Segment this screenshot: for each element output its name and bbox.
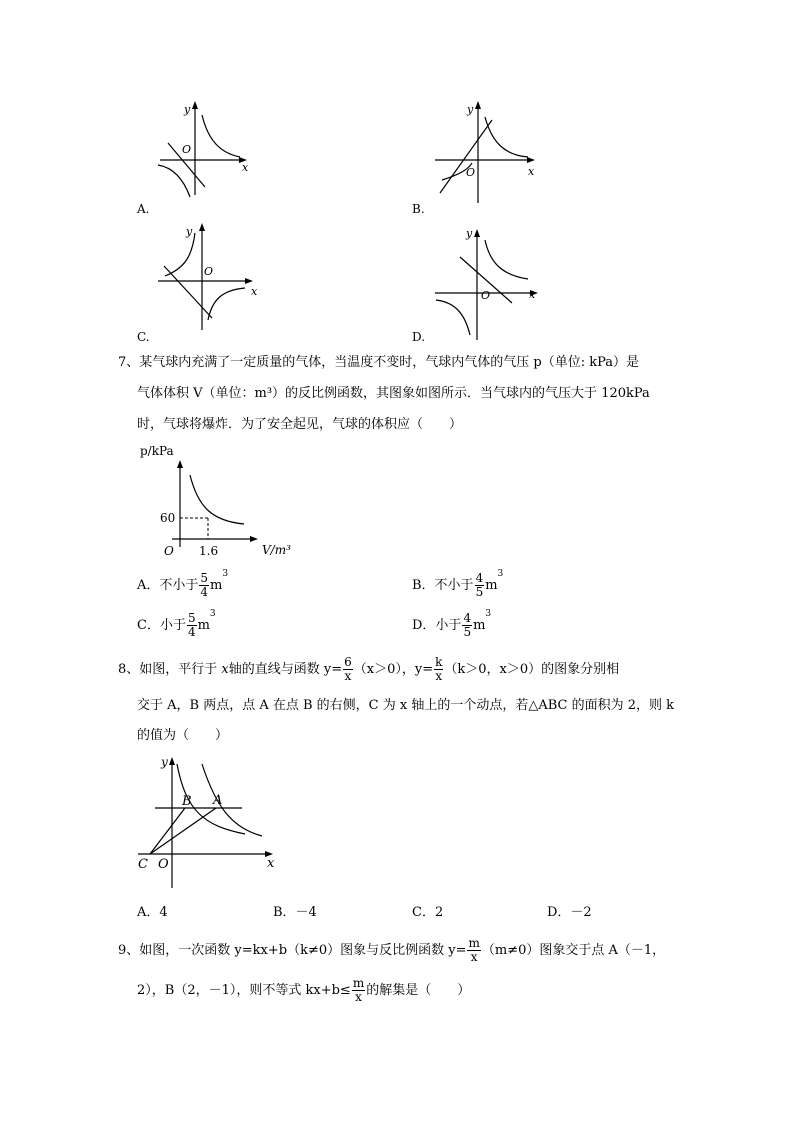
q7-graph-x-tick: 1.6 [199, 544, 219, 558]
q8-stem-line1: 8、如图，平行于 x轴的直线与函数 y= $\frac{6}{x}$ （x＞0），y= $\frac{k}{x}$ （k＞0，x＞0）的图象分别相 [118, 655, 620, 683]
q6-option-a-label: A. [137, 202, 150, 216]
q6d-axis-x: x [529, 288, 536, 301]
q8-option-c: C．2 [412, 905, 444, 920]
q6a-axis-x: x [242, 161, 249, 174]
q8-option-b: B．－4 [273, 905, 317, 920]
q9-stem-line2: 2），B（2，－1），则不等式 kx+b≤ $\frac{m}{x}$ 的解集是（ ） [137, 976, 471, 1004]
q6-graph-b [430, 95, 540, 205]
q7-graph-x-label: V/m³ [262, 543, 291, 557]
q6a-axis-y: y [184, 103, 191, 116]
q7-stem-line1: 7、某气球内充满了一定质量的气体，当温度不变时，气球内气体的气压 p（单位: kPa）是 [118, 355, 640, 370]
q8-graph-origin: O [158, 857, 169, 872]
q8-graph-y-label: y [161, 755, 168, 769]
q6c-origin: O [204, 265, 214, 278]
q7-graph-y-tick: 60 [160, 511, 176, 525]
q6-graph-a [150, 95, 260, 205]
q6-option-b-label: B. [412, 202, 425, 216]
q7-stem-line3: 时，气球将爆炸．为了安全起见，气球的体积应（ ） [137, 417, 463, 432]
q6a-origin: O [182, 143, 192, 156]
q8-stem-line2: 交于 A，B 两点，点 A 在点 B 的右侧，C 为 x 轴上的一个动点，若△ABC 的面积为 2，则 k [137, 698, 675, 713]
q7-graph-origin: O [164, 544, 174, 558]
q8-option-a: A．4 [137, 905, 168, 920]
q7-stem-line2: 气体体积 V（单位：m³）的反比例函数，其图象如图所示．当气球内的气压大于 120kPa [137, 386, 650, 401]
q6d-origin: O [481, 289, 491, 302]
q6b-axis-y: y [467, 103, 474, 116]
q6-graph-d [430, 225, 545, 340]
q7-option-d: D．小于 $\frac{4}{5}$ $m^3$ [412, 609, 492, 639]
q8-graph-point-b: B [182, 794, 192, 809]
q8-stem-line3: 的值为（ ） [137, 728, 229, 743]
q6c-axis-y: y [186, 225, 193, 238]
q6-option-c-label: C. [137, 330, 150, 344]
q6-option-d-label: D. [412, 330, 426, 344]
q6b-axis-x: x [528, 165, 535, 178]
q6c-axis-x: x [251, 285, 258, 298]
q6d-axis-y: y [466, 227, 473, 240]
q9-stem-line1: 9、如图，一次函数 y=kx+b（k≠0）图象与反比例函数 y= $\frac{m}{x}$ （m≠0）图象交于点 A（－1， [118, 936, 666, 964]
q7-option-a: A．不小于 $\frac{5}{4}$ $m^3$ [137, 569, 229, 599]
q6b-origin: O [466, 166, 476, 179]
q7-graph [150, 455, 270, 550]
q8-graph-point-a: A [213, 793, 223, 808]
q8-graph-x-label: x [267, 856, 275, 871]
q8-graph-point-c: C [138, 857, 148, 872]
q7-graph-y-label: p/kPa [140, 444, 174, 458]
q8-option-d: D．－2 [547, 905, 592, 920]
q7-option-c: C．小于 $\frac{5}{4}$ $m^3$ [137, 609, 216, 639]
q8-graph [130, 752, 280, 892]
q7-option-b: B．不小于 $\frac{4}{5}$ $m^3$ [412, 569, 504, 599]
